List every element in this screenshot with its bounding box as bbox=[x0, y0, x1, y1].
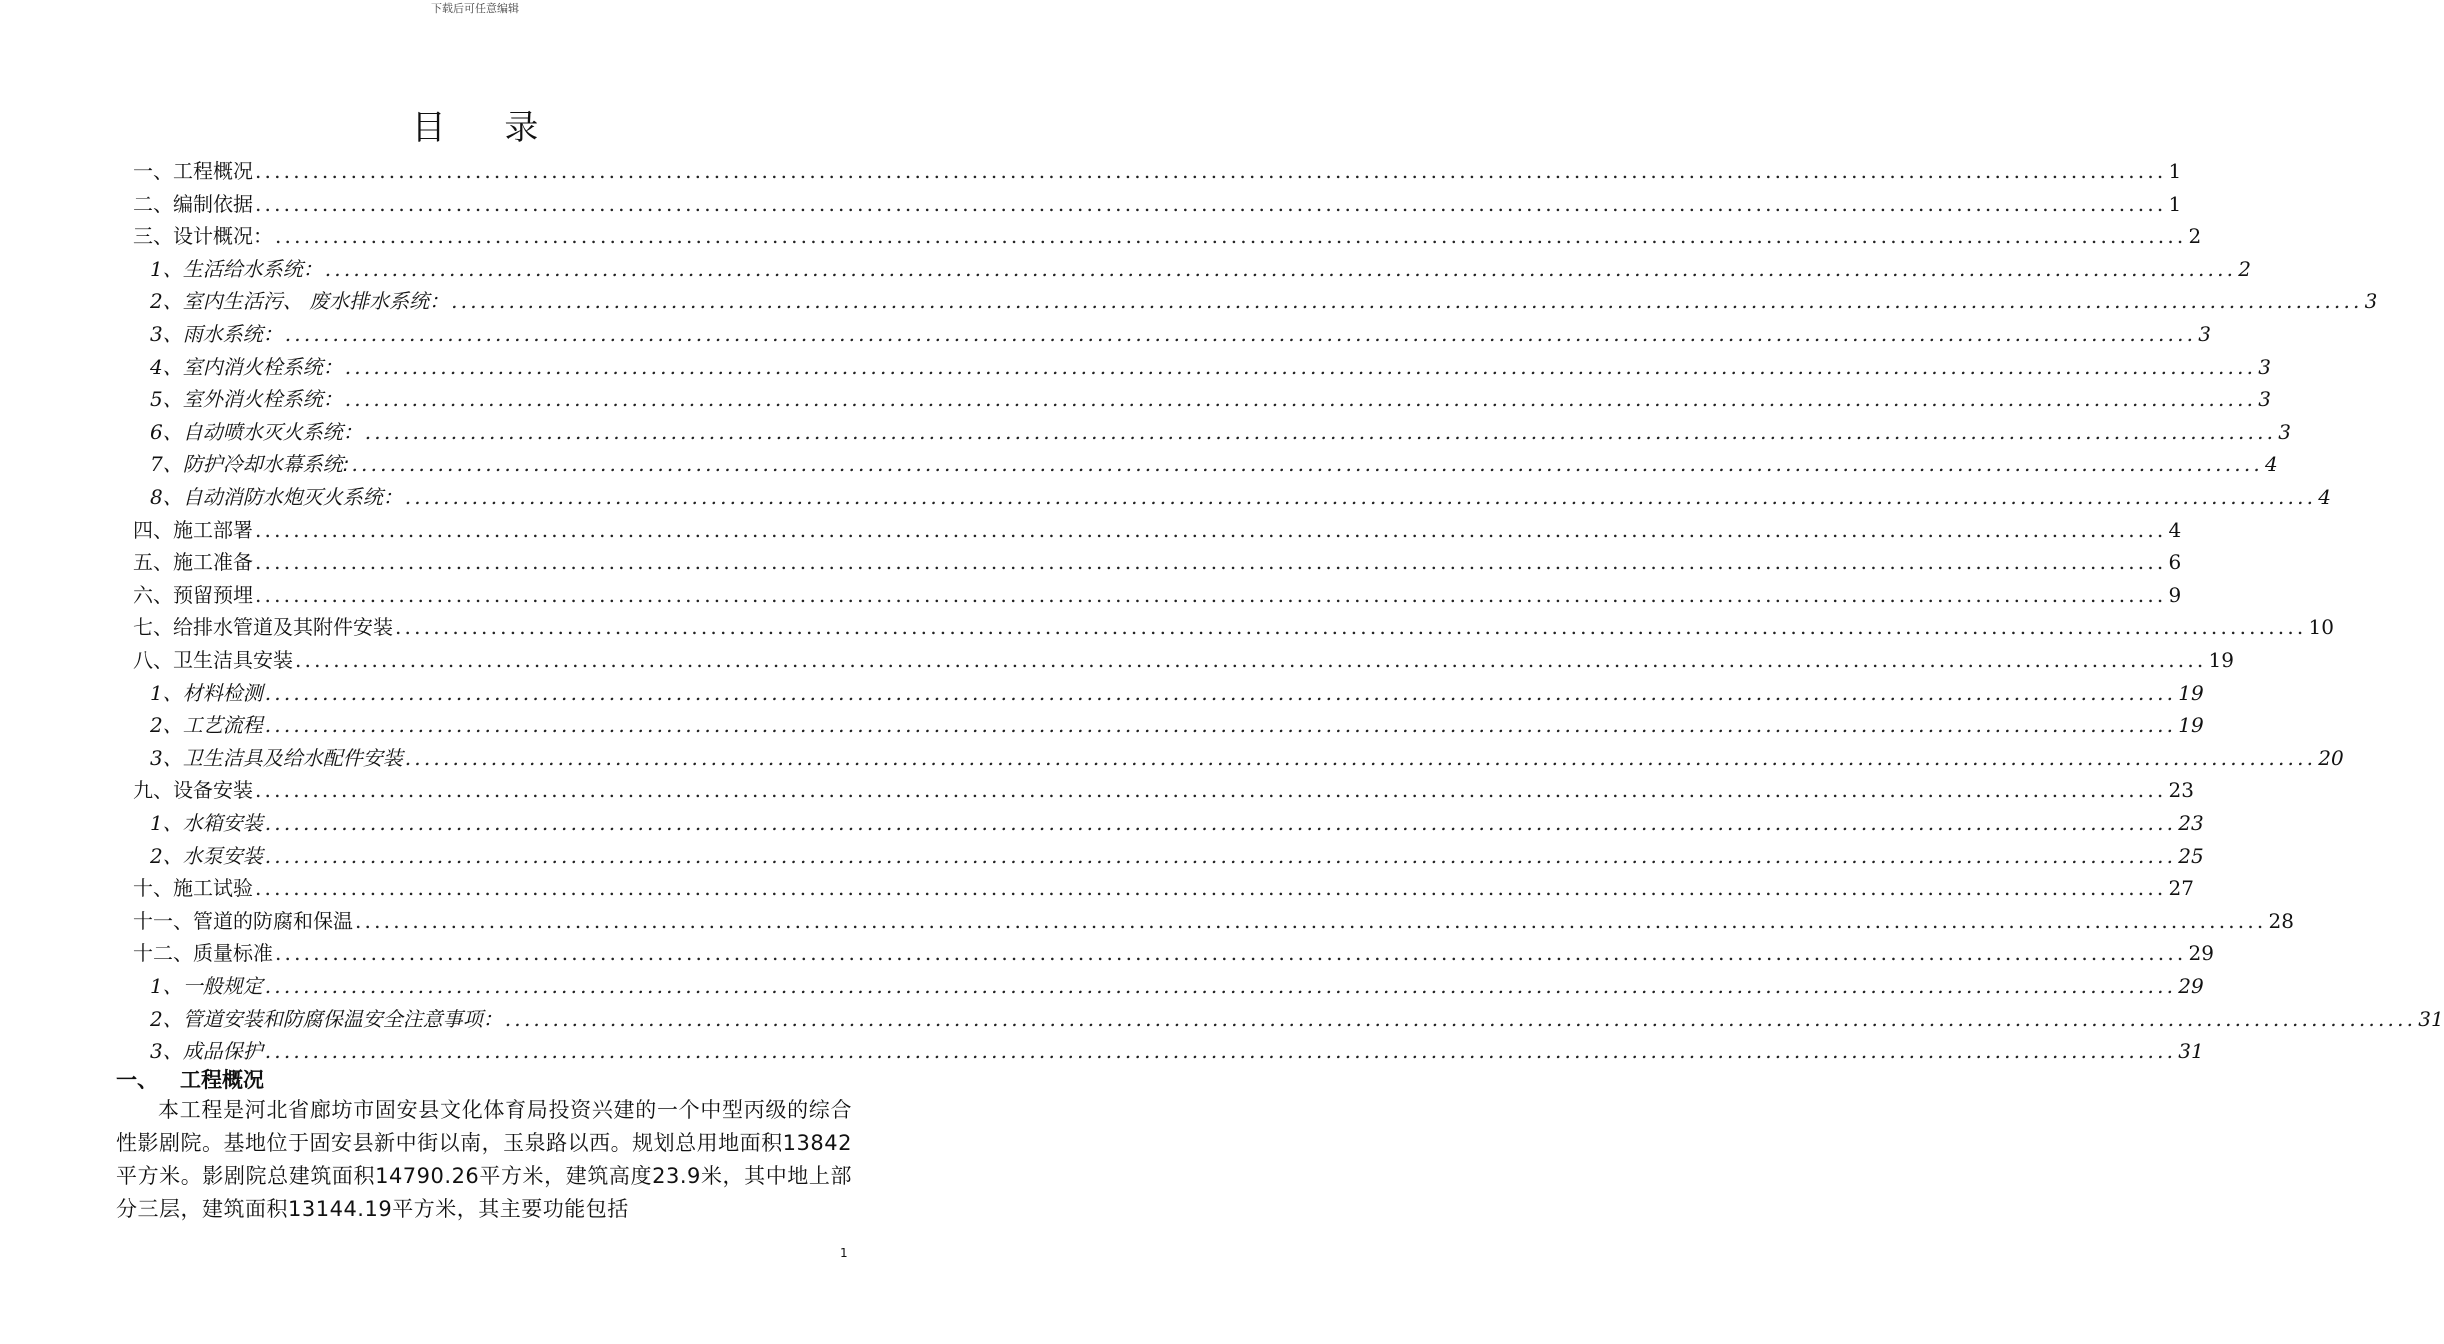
toc-entry-label: 质量标准 bbox=[193, 941, 273, 966]
toc-entry[interactable] bbox=[133, 220, 2202, 252]
toc-entry-number: 8、 bbox=[150, 485, 183, 509]
toc-entry-page: 3 bbox=[2258, 387, 2271, 412]
toc-entry-page: 9 bbox=[2168, 582, 2182, 607]
toc-entry-page: 2 bbox=[2238, 256, 2251, 281]
toc-leader-dots: ........................................................................................................................................................................................................ bbox=[264, 713, 2177, 738]
toc-entry-page: 25 bbox=[2178, 843, 2204, 868]
toc-leader-dots: ........................................................................................................................................................................................................ bbox=[404, 485, 2317, 509]
toc-leader-dots: ........................................................................................................................................................................................................ bbox=[275, 941, 2187, 966]
header-note: 下载后可任意编辑 bbox=[431, 2, 519, 15]
toc-entry-page: 19 bbox=[2178, 713, 2204, 738]
body-paragraph: 本工程是河北省廊坊市固安县文化体育局投资兴建的一个中型丙级的综合性影剧院。基地位于固安县新中街以南，玉泉路以西。规划总用地面积13842平方米。影剧院总建筑面积14790.26平方米，建筑高度23.9米，其中地上部分三层，建筑面积13144.19平方米，其主要功能包括 bbox=[116, 1098, 852, 1221]
toc-entry-page: 23 bbox=[2178, 811, 2204, 835]
toc-entry[interactable] bbox=[150, 416, 2291, 448]
toc-entry[interactable] bbox=[133, 611, 2334, 643]
toc-entry-number: 2、 bbox=[150, 843, 183, 868]
toc-entry-page: 29 bbox=[2188, 941, 2214, 966]
toc-entry-label: 管道的防腐和保温 bbox=[193, 908, 353, 933]
toc-entry-label: 设备安装 bbox=[173, 778, 253, 803]
toc-entry-label: 施工部署 bbox=[173, 517, 253, 542]
toc-entry-label: 生活给水系统： bbox=[182, 256, 323, 281]
toc-entry[interactable] bbox=[150, 1035, 2204, 1067]
toc-entry-label: 水箱安装 bbox=[182, 811, 263, 835]
toc-entry-number: 九、 bbox=[133, 778, 173, 803]
toc-entry-number: 十一、 bbox=[133, 908, 193, 933]
toc-leader-dots: ........................................................................................................................................................................................................ bbox=[284, 322, 2197, 346]
toc-entry-label: 工艺流程 bbox=[182, 713, 263, 738]
toc-leader-dots: ........................................................................................................................................................................................................ bbox=[275, 224, 2187, 249]
toc-entry-label: 卫生洁具及给水配件安装 bbox=[182, 745, 403, 770]
toc-leader-dots: ........................................................................................................................................................................................................ bbox=[264, 974, 2177, 998]
toc-entry[interactable] bbox=[150, 351, 2271, 383]
toc-entry-page: 3 bbox=[2198, 322, 2211, 346]
toc-leader-dots: ........................................................................................................................................................................................................ bbox=[324, 256, 2237, 281]
toc-entry[interactable] bbox=[133, 905, 2294, 937]
toc-leader-dots: ........................................................................................................................................................................................................ bbox=[451, 289, 2363, 314]
toc-entry[interactable] bbox=[133, 188, 2182, 220]
toc-leader-dots: ........................................................................................................................................................................................................ bbox=[344, 387, 2257, 412]
toc-entry-page: 1 bbox=[2168, 191, 2182, 216]
toc-entry[interactable] bbox=[150, 840, 2204, 872]
toc-entry-label: 卫生洁具安装 bbox=[173, 648, 293, 672]
toc-entry[interactable] bbox=[150, 285, 2378, 317]
toc-leader-dots: ........................................................................................................................................................................................................ bbox=[255, 191, 2167, 216]
toc-entry[interactable] bbox=[150, 318, 2211, 350]
toc-entry-label: 管道安装和防腐保温安全注意事项： bbox=[182, 1006, 503, 1031]
toc-entry-page: 19 bbox=[2208, 648, 2234, 672]
toc-entry[interactable] bbox=[133, 872, 2194, 904]
toc-entry-label: 给排水管道及其附件安装 bbox=[173, 615, 393, 640]
toc-entry-number: 十二、 bbox=[133, 941, 193, 966]
toc-entry-page: 10 bbox=[2308, 615, 2334, 640]
toc-entry-number: 2、 bbox=[150, 1006, 183, 1031]
toc-entry-label: 设计概况： bbox=[173, 224, 273, 249]
toc-entry[interactable] bbox=[150, 1003, 2444, 1035]
toc-leader-dots: ........................................................................................................................................................................................................ bbox=[351, 452, 2263, 477]
toc-leader-dots: ........................................................................................................................................................................................................ bbox=[255, 550, 2167, 575]
toc-entry-number: 4、 bbox=[150, 354, 183, 379]
toc-entry-label: 防护冷却水幕系统: bbox=[182, 452, 350, 477]
toc-entry-page: 1 bbox=[2168, 159, 2182, 183]
toc-entry-label: 室内消火栓系统： bbox=[182, 354, 343, 379]
toc-entry-number: 7、 bbox=[150, 452, 183, 477]
toc-entry-page: 4 bbox=[2318, 485, 2331, 509]
toc-entry-label: 施工试验 bbox=[173, 876, 253, 901]
toc-entry[interactable] bbox=[150, 383, 2271, 415]
toc-entry-page: 3 bbox=[2258, 354, 2271, 379]
toc-entry-page: 20 bbox=[2318, 745, 2344, 770]
toc-entry-number: 六、 bbox=[133, 582, 173, 607]
toc-entry-page: 28 bbox=[2268, 908, 2294, 933]
toc-leader-dots: ........................................................................................................................................................................................................ bbox=[344, 354, 2257, 379]
toc-entry-number: 3、 bbox=[150, 1039, 183, 1064]
toc-leader-dots: ........................................................................................................................................................................................................ bbox=[255, 582, 2167, 607]
toc-entry-page: 4 bbox=[2264, 452, 2278, 477]
toc-entry[interactable] bbox=[133, 579, 2182, 611]
toc-entry-number: 十、 bbox=[133, 876, 173, 901]
toc-entry-label: 雨水系统： bbox=[182, 322, 283, 346]
toc-entry-page: 29 bbox=[2178, 974, 2204, 998]
toc-entry-page: 3 bbox=[2278, 419, 2291, 444]
toc-leader-dots: ........................................................................................................................................................................................................ bbox=[255, 876, 2167, 901]
toc-entry-number: 一、 bbox=[133, 159, 173, 183]
toc-entry-label: 一般规定 bbox=[182, 974, 263, 998]
toc-entry-number: 1、 bbox=[150, 680, 183, 705]
toc-leader-dots: ........................................................................................................................................................................................................ bbox=[395, 615, 2307, 640]
toc-leader-dots: ........................................................................................................................................................................................................ bbox=[255, 517, 2167, 542]
toc-entry-page: 27 bbox=[2168, 876, 2194, 901]
toc-entry-page: 2 bbox=[2188, 224, 2202, 249]
toc-entry-page: 6 bbox=[2168, 550, 2182, 575]
toc-entry-label: 工程概况 bbox=[173, 159, 253, 183]
section-number: 一、 bbox=[116, 1068, 158, 1092]
toc-entry-number: 5、 bbox=[150, 387, 183, 412]
toc-entry-label: 自动喷水灭火系统： bbox=[182, 419, 363, 444]
toc-entry-number: 2、 bbox=[150, 713, 183, 738]
toc-entry[interactable] bbox=[150, 970, 2204, 1002]
toc-entry-label: 自动消防水炮灭火系统： bbox=[182, 485, 403, 509]
toc-entry[interactable] bbox=[133, 937, 2214, 969]
toc-entry-number: 2、 bbox=[150, 289, 183, 314]
toc-leader-dots: ........................................................................................................................................................................................................ bbox=[264, 1039, 2177, 1064]
toc-entry-number: 五、 bbox=[133, 550, 173, 575]
toc-entry[interactable] bbox=[133, 546, 2182, 578]
toc-entry[interactable] bbox=[150, 807, 2204, 839]
toc-entry-number: 三、 bbox=[133, 224, 173, 249]
toc-entry-number: 3、 bbox=[150, 322, 183, 346]
section-heading bbox=[116, 1064, 264, 1094]
toc-entry-label: 室内生活污、 废水排水系统： bbox=[182, 289, 450, 314]
toc-leader-dots: ........................................................................................................................................................................................................ bbox=[504, 1006, 2417, 1031]
toc-entry-label: 预留预埋 bbox=[173, 582, 253, 607]
toc-entry-number: 6、 bbox=[150, 419, 183, 444]
toc-entry[interactable] bbox=[133, 155, 2182, 187]
toc-entry-number: 1、 bbox=[150, 256, 183, 281]
toc-entry-number: 二、 bbox=[133, 191, 173, 216]
toc-entry-page: 31 bbox=[2418, 1006, 2444, 1031]
toc-leader-dots: ........................................................................................................................................................................................................ bbox=[264, 811, 2177, 835]
toc-entry-label: 室外消火栓系统： bbox=[182, 387, 343, 412]
toc-leader-dots: ........................................................................................................................................................................................................ bbox=[404, 745, 2317, 770]
toc-entry-label: 水泵安装 bbox=[182, 843, 263, 868]
toc-entry-number: 1、 bbox=[150, 974, 183, 998]
toc-leader-dots: ........................................................................................................................................................................................................ bbox=[264, 843, 2177, 868]
toc-entry-label: 编制依据 bbox=[173, 191, 253, 216]
toc-entry-label: 成品保护 bbox=[182, 1039, 263, 1064]
toc-entry-label: 材料检测 bbox=[182, 680, 263, 705]
toc-entry[interactable] bbox=[150, 481, 2331, 513]
toc-entry-number: 八、 bbox=[133, 648, 173, 672]
section-title: 工程概况 bbox=[180, 1068, 264, 1092]
toc-leader-dots: ........................................................................................................................................................................................................ bbox=[255, 159, 2167, 183]
toc-entry-page: 19 bbox=[2178, 680, 2204, 705]
toc-entry-label: 施工准备 bbox=[173, 550, 253, 575]
toc-leader-dots: ........................................................................................................................................................................................................ bbox=[364, 419, 2277, 444]
toc-entry-number: 四、 bbox=[133, 517, 173, 542]
toc-entry[interactable] bbox=[150, 253, 2251, 285]
toc-leader-dots: ........................................................................................................................................................................................................ bbox=[264, 680, 2177, 705]
toc-entry-page: 4 bbox=[2168, 517, 2182, 542]
toc-entry-number: 3、 bbox=[150, 745, 183, 770]
toc-leader-dots: ........................................................................................................................................................................................................ bbox=[355, 908, 2267, 933]
toc-leader-dots: ........................................................................................................................................................................................................ bbox=[255, 778, 2167, 803]
toc-entry-number: 七、 bbox=[133, 615, 173, 640]
toc-entry[interactable] bbox=[133, 644, 2234, 676]
toc-entry-page: 23 bbox=[2168, 778, 2194, 803]
toc-entry[interactable] bbox=[150, 709, 2204, 741]
toc-leader-dots: ........................................................................................................................................................................................................ bbox=[295, 648, 2207, 672]
toc-entry[interactable] bbox=[150, 677, 2204, 709]
toc-entry[interactable] bbox=[150, 448, 2278, 480]
toc-entry[interactable] bbox=[150, 742, 2344, 774]
toc-entry[interactable] bbox=[133, 514, 2182, 546]
toc-entry[interactable] bbox=[133, 774, 2194, 806]
page-number: 1 bbox=[840, 1246, 848, 1260]
toc-entry-page: 31 bbox=[2178, 1039, 2204, 1064]
toc-entry-number: 1、 bbox=[150, 811, 183, 835]
toc-title: 目 录 bbox=[411, 108, 563, 148]
toc-entry-page: 3 bbox=[2364, 289, 2378, 314]
